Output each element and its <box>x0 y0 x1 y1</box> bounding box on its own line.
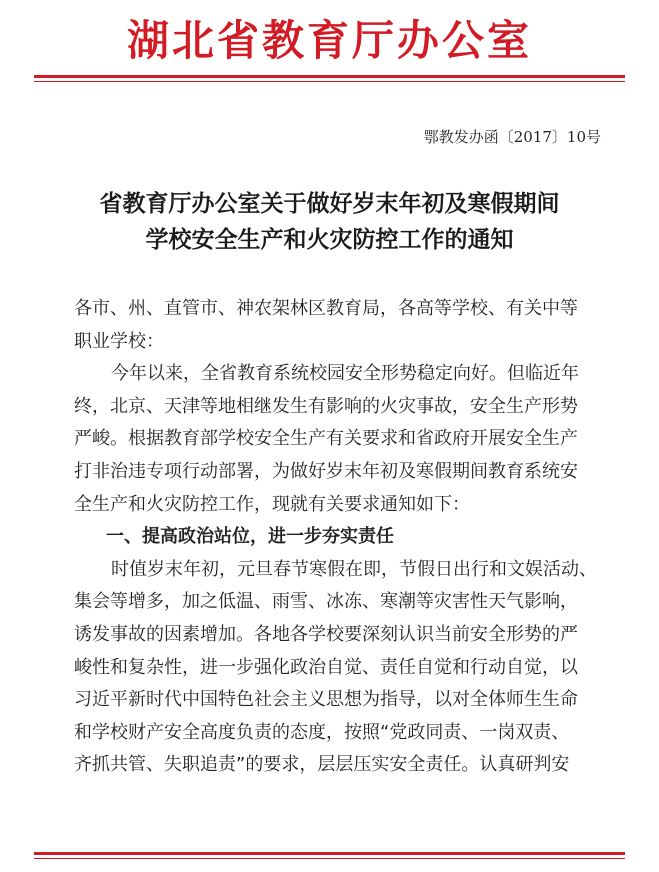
footer-rule-thin <box>34 858 625 859</box>
addressee-line: 各市、州、直管市、神农架林区教育局，各高等学校、有关中等 <box>74 298 578 319</box>
document-title <box>0 186 659 258</box>
paragraph-line: 集会等增多，加之低温、雨雪、冰冻、寒潮等灾害性天气影响， <box>74 591 578 613</box>
masthead-rule-thin <box>34 81 625 82</box>
document-number: 鄂教发办函〔2017〕10号 <box>423 128 601 146</box>
section-heading: 一、提高政治站位，进一步夯实责任 <box>106 526 394 548</box>
paragraph-line: 打非治违专项行动部署，为做好岁末年初及寒假期间教育系统安 <box>74 460 578 482</box>
paragraph-line: 诱发事故的因素增加。各地各学校要深刻认识当前安全形势的严 <box>74 623 578 645</box>
document-body <box>74 293 597 782</box>
paragraph-line: 今年以来，全省教育系统校园安全形势稳定向好。但临近年 <box>111 363 579 385</box>
title-line-1: 省教育厅办公室关于做好岁末年初及寒假期间 <box>99 190 560 217</box>
title-line-2: 学校安全生产和火灾防控工作的通知 <box>145 226 514 253</box>
paragraph-line: 严峻。根据教育部学校安全生产有关要求和省政府开展安全生产 <box>74 428 578 450</box>
paragraph-line: 全生产和火灾防控工作，现就有关要求通知如下： <box>74 493 470 515</box>
masthead-rule-thick <box>34 75 625 78</box>
masthead-title: 湖北省教育厅办公室 <box>126 16 532 65</box>
paragraph-line: 习近平新时代中国特色社会主义思想为指导，以对全体师生生命 <box>74 689 578 711</box>
paragraph-line: 齐抓共管、失职追责”的要求，层层压实安全责任。认真研判安 <box>74 754 570 776</box>
footer-rule-thick <box>34 852 625 855</box>
paragraph-line: 和学校财产安全高度负责的态度，按照“党政同责、一岗双责、 <box>74 721 570 743</box>
paragraph-line: 时值岁末年初，元旦春节寒假在即，节假日出行和文娱活动、 <box>111 558 597 580</box>
paragraph-line: 终，北京、天津等地相继发生有影响的火灾事故，安全生产形势 <box>74 395 578 417</box>
paragraph-line: 峻性和复杂性，进一步强化政治自觉、责任自觉和行动自觉，以 <box>74 656 578 678</box>
addressee-line: 职业学校： <box>74 330 164 352</box>
